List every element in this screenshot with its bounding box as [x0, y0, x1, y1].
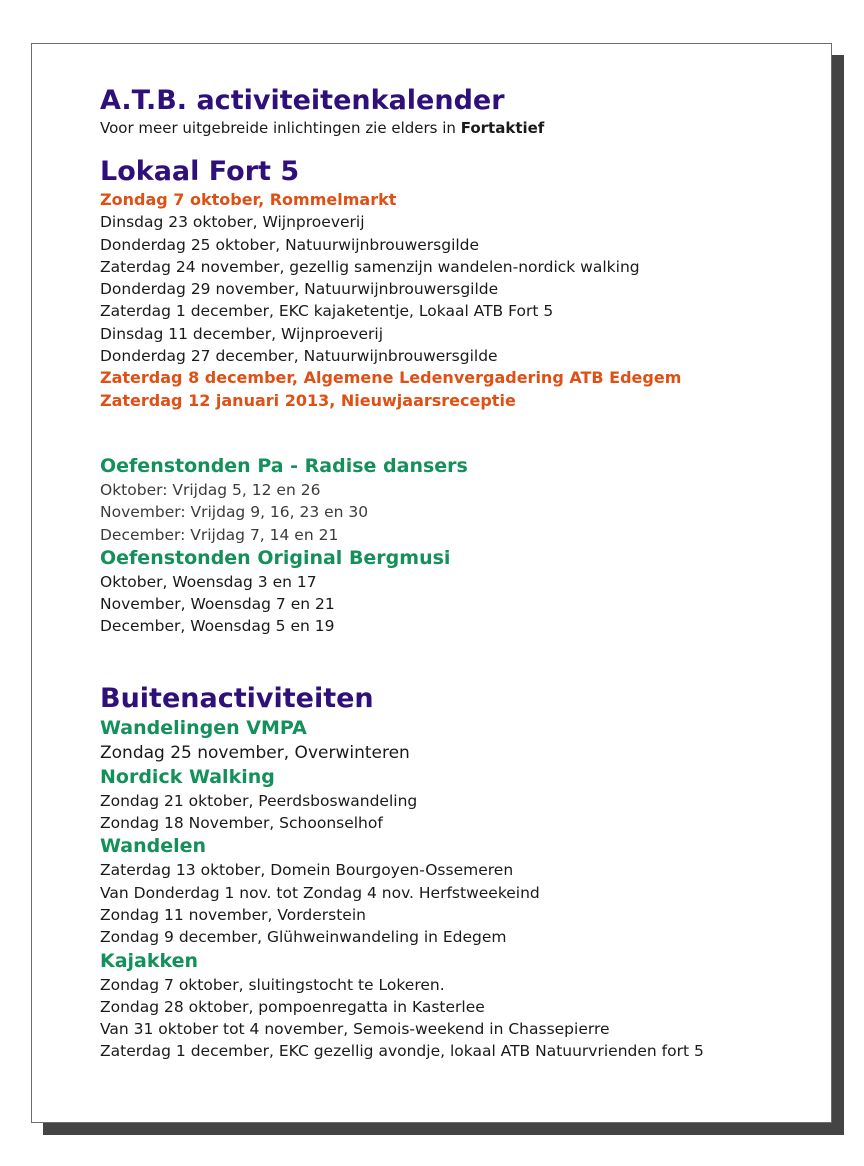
list-item: Zaterdag 13 oktober, Domein Bourgoyen-Ossemeren — [100, 861, 514, 880]
list-item: Zondag 18 November, Schoonselhof — [100, 814, 383, 833]
list-item: Van Donderdag 1 nov. tot Zondag 4 nov. Herfstweekeind — [100, 883, 540, 902]
section-heading-buiten: Buitenactiviteiten — [100, 682, 374, 714]
list-item: Zondag 11 november, Vorderstein — [100, 905, 366, 924]
list-item: Zondag 7 oktober, Rommelmarkt — [100, 190, 397, 209]
list-item: Donderdag 25 oktober, Natuurwijnbrouwersgilde — [100, 235, 480, 254]
list-item: Zondag 25 november, Overwinteren — [100, 742, 410, 763]
list-item: Zondag 9 december, Glühweinwandeling in Edegem — [100, 928, 507, 947]
list-item: Zaterdag 8 december, Algemene Ledenvergadering ATB Edegem — [100, 368, 682, 388]
list-item: Oktober, Woensdag 3 en 17 — [100, 572, 317, 591]
list-item: December: Vrijdag 7, 14 en 21 — [100, 525, 339, 544]
intro-bold-link: Fortaktief — [460, 119, 545, 137]
list-item: Zondag 28 oktober, pompoenregatta in Kasterlee — [100, 997, 485, 1016]
list-item: Dinsdag 23 oktober, Wijnproeverij — [100, 213, 365, 232]
page-title: A.T.B. activiteitenkalender — [100, 85, 505, 116]
list-item: Oktober: Vrijdag 5, 12 en 26 — [100, 480, 321, 499]
list-item: Zaterdag 1 december, EKC kajaketentje, Lokaal ATB Fort 5 — [100, 302, 554, 321]
list-item: Donderdag 27 december, Natuurwijnbrouwersgilde — [100, 347, 498, 366]
list-item: November: Vrijdag 9, 16, 23 en 30 — [100, 503, 369, 522]
list-item: Zaterdag 12 januari 2013, Nieuwjaarsreceptie — [100, 390, 516, 410]
subheading-wandelen: Wandelen — [100, 835, 207, 858]
list-item: Zaterdag 1 december, EKC gezellig avondje, lokaal ATB Natuurvrienden fort 5 — [100, 1042, 704, 1061]
list-item: Van 31 oktober tot 4 november, Semois-weekend in Chassepierre — [100, 1020, 610, 1039]
subheading-kajakken: Kajakken — [100, 949, 199, 972]
list-item: November, Woensdag 7 en 21 — [100, 595, 335, 614]
subheading-nordick: Nordick Walking — [100, 765, 275, 788]
bergmusi-list — [100, 571, 821, 638]
lokaal-list — [100, 189, 821, 412]
list-item: Zaterdag 24 november, gezellig samenzijn wandelen-nordick walking — [100, 257, 640, 276]
section-heading-radise: Oefenstonden Pa - Radise dansers — [100, 454, 468, 477]
document-content — [100, 84, 821, 1063]
list-item: Donderdag 29 november, Natuurwijnbrouwersgilde — [100, 280, 499, 299]
section-heading-bergmusi: Oefenstonden Original Bergmusi — [100, 546, 451, 569]
list-item: Zondag 21 oktober, Peerdsboswandeling — [100, 791, 418, 810]
section-heading-lokaal: Lokaal Fort 5 — [100, 156, 300, 187]
list-item: December, Woensdag 5 en 19 — [100, 617, 335, 636]
subheading-vmpa: Wandelingen VMPA — [100, 716, 307, 739]
radise-list — [100, 479, 821, 546]
document-page — [31, 43, 832, 1123]
list-item: Zondag 7 oktober, sluitingstocht te Lokeren. — [100, 975, 445, 994]
list-item: Dinsdag 11 december, Wijnproeverij — [100, 324, 384, 343]
intro-text: Voor meer uitgebreide inlichtingen zie elders in — [100, 119, 461, 137]
intro-line — [100, 118, 821, 138]
